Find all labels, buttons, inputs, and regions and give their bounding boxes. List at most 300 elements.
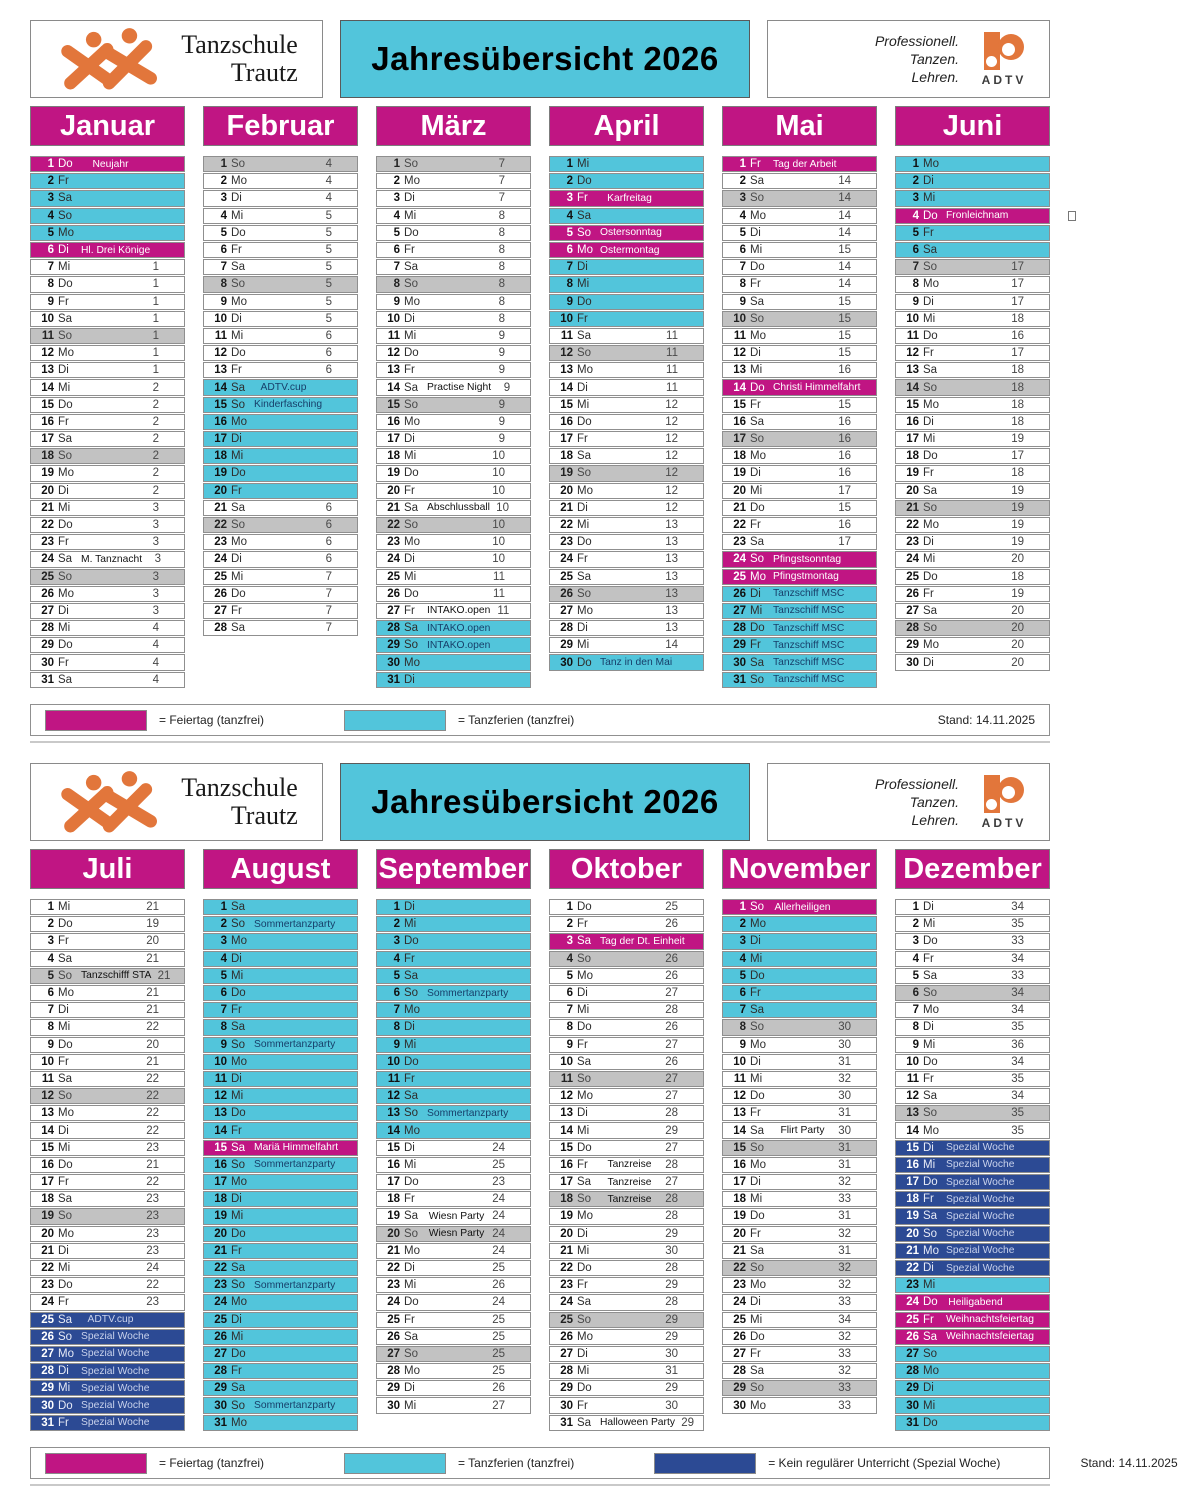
day-row <box>722 586 877 602</box>
day-number: 27 <box>906 604 919 617</box>
day-week: 15 <box>838 398 851 411</box>
school-name <box>181 31 298 87</box>
day-row <box>895 551 1050 567</box>
day-number: 17 <box>214 1176 227 1189</box>
day-number: 15 <box>560 398 573 411</box>
day-week: 6 <box>325 329 332 342</box>
day-row <box>376 637 531 653</box>
day-weekday: Mo <box>404 1365 420 1378</box>
day-weekday: Di <box>750 226 761 239</box>
day-row <box>30 1294 185 1310</box>
day-row <box>895 1174 1050 1190</box>
day-number: 29 <box>41 639 54 652</box>
day-week: 7 <box>498 192 505 205</box>
day-number: 14 <box>214 1124 227 1137</box>
day-week: 18 <box>1011 312 1024 325</box>
day-number: 11 <box>214 329 227 342</box>
day-row <box>549 1088 704 1104</box>
day-number: 2 <box>912 918 919 931</box>
day-weekday: Mi <box>404 1158 417 1171</box>
day-number: 5 <box>566 226 573 239</box>
day-number: 8 <box>566 278 573 291</box>
day-row <box>895 1397 1050 1413</box>
day-weekday: So <box>923 501 938 514</box>
day-row <box>30 1380 185 1396</box>
day-number: 1 <box>566 158 573 171</box>
day-weekday: Sa <box>58 192 73 205</box>
day-week: 23 <box>146 1296 159 1309</box>
day-row <box>203 1019 358 1035</box>
day-weekday: Fr <box>750 158 761 171</box>
day-week: 32 <box>838 1262 851 1275</box>
sheet-header <box>30 20 1050 98</box>
day-week: 8 <box>498 312 505 325</box>
day-label: Tanzschiff MSC <box>773 674 845 686</box>
day-number: 12 <box>387 347 400 360</box>
title-box <box>340 20 750 98</box>
day-row <box>376 1019 531 1035</box>
day-weekday: Sa <box>750 415 765 428</box>
day-number: 15 <box>906 398 919 411</box>
day-number: 9 <box>393 295 400 308</box>
day-weekday: So <box>58 570 73 583</box>
legend-items <box>45 710 654 731</box>
day-weekday: Di <box>923 1021 934 1034</box>
day-weekday: Di <box>923 295 934 308</box>
day-number: 21 <box>387 501 400 514</box>
day-label: Sommertanzparty <box>254 1279 336 1291</box>
day-row <box>30 225 185 241</box>
day-weekday: Do <box>923 935 938 948</box>
day-weekday: So <box>577 226 592 239</box>
day-row <box>895 1019 1050 1035</box>
day-weekday: Mi <box>750 1193 763 1206</box>
day-weekday: Mo <box>923 519 939 532</box>
day-weekday: Sa <box>231 1382 246 1395</box>
day-row <box>895 899 1050 915</box>
day-number: 29 <box>214 1382 227 1395</box>
day-weekday: Mi <box>58 1382 71 1395</box>
day-number: 10 <box>906 1055 919 1068</box>
day-label: Tanzreise <box>607 1159 652 1171</box>
day-weekday: Fr <box>404 1072 415 1085</box>
day-week: 12 <box>665 501 678 514</box>
day-number: 10 <box>41 1055 54 1068</box>
day-number: 5 <box>220 969 227 982</box>
day-row <box>203 551 358 567</box>
day-number: 31 <box>387 673 400 686</box>
day-week: 23 <box>146 1210 159 1223</box>
adtv-logo-icon <box>978 775 1030 815</box>
stand-date: Stand: 14.11.2025 <box>1080 1456 1178 1470</box>
day-row <box>549 414 704 430</box>
day-weekday: So <box>404 987 419 1000</box>
day-weekday: Fr <box>58 1055 69 1068</box>
day-row <box>549 517 704 533</box>
day-week: 31 <box>838 1107 851 1120</box>
day-week: 18 <box>1011 381 1024 394</box>
day-row <box>895 1294 1050 1310</box>
day-week: 27 <box>492 1399 505 1412</box>
day-weekday: Mi <box>923 433 936 446</box>
day-number: 30 <box>560 1399 573 1412</box>
day-row <box>722 569 877 585</box>
day-number: 6 <box>220 987 227 1000</box>
day-weekday: Mo <box>750 1038 766 1051</box>
day-weekday: Sa <box>923 604 938 617</box>
day-row <box>895 1105 1050 1121</box>
day-weekday: Di <box>750 587 761 600</box>
day-number: 31 <box>906 1416 919 1429</box>
day-row <box>895 225 1050 241</box>
day-number: 1 <box>47 901 54 914</box>
day-label: Abschlussball <box>427 502 490 514</box>
day-number: 3 <box>566 935 573 948</box>
day-weekday: Fr <box>923 587 934 600</box>
month-column-mai <box>722 156 877 689</box>
day-number: 4 <box>393 952 400 965</box>
day-week: 7 <box>498 158 505 171</box>
day-row <box>203 190 358 206</box>
legend-item <box>45 710 264 731</box>
day-row <box>30 397 185 413</box>
day-row <box>895 242 1050 258</box>
day-row <box>376 173 531 189</box>
day-row <box>895 916 1050 932</box>
day-number: 19 <box>733 467 746 480</box>
day-number: 21 <box>733 1244 746 1257</box>
day-row <box>203 225 358 241</box>
day-row <box>895 654 1050 670</box>
day-week: 30 <box>665 1347 678 1360</box>
day-row <box>203 517 358 533</box>
day-weekday: Fr <box>577 553 588 566</box>
day-number: 13 <box>41 1107 54 1120</box>
day-row <box>722 637 877 653</box>
day-week: 15 <box>838 312 851 325</box>
day-number: 27 <box>214 604 227 617</box>
day-week: 7 <box>325 587 332 600</box>
day-row <box>895 1226 1050 1242</box>
day-weekday: Fr <box>750 987 761 1000</box>
day-row <box>376 1294 531 1310</box>
day-row <box>722 534 877 550</box>
day-row <box>549 968 704 984</box>
day-weekday: Do <box>750 1330 765 1343</box>
day-weekday: Do <box>577 295 592 308</box>
day-weekday: Di <box>750 1055 761 1068</box>
day-label: Ostersonntag <box>600 227 662 239</box>
day-row <box>722 1397 877 1413</box>
day-week: 26 <box>665 1055 678 1068</box>
day-weekday: Fr <box>58 536 69 549</box>
day-weekday: Mi <box>923 312 936 325</box>
day-number: 1 <box>220 158 227 171</box>
day-row <box>203 414 358 430</box>
day-weekday: Mi <box>577 1004 590 1017</box>
day-week: 7 <box>498 175 505 188</box>
day-number: 19 <box>387 1210 400 1223</box>
day-row <box>30 968 185 984</box>
day-number: 26 <box>733 1330 746 1343</box>
day-weekday: Do <box>577 901 592 914</box>
legend-item <box>344 710 574 731</box>
day-weekday: Fr <box>231 1004 242 1017</box>
day-row <box>376 242 531 258</box>
day-week: 13 <box>665 604 678 617</box>
day-row <box>549 1157 704 1173</box>
day-week: 15 <box>838 329 851 342</box>
day-number: 15 <box>906 1141 919 1154</box>
day-number: 23 <box>41 1279 54 1292</box>
day-number: 13 <box>387 364 400 377</box>
day-number: 2 <box>220 918 227 931</box>
day-weekday: Do <box>577 1382 592 1395</box>
adtv-logo-text: ADTV <box>981 72 1027 87</box>
day-weekday: So <box>577 1072 592 1085</box>
day-number: 24 <box>214 553 227 566</box>
day-number: 5 <box>912 226 919 239</box>
day-number: 4 <box>47 952 54 965</box>
day-row <box>203 500 358 516</box>
day-row <box>30 190 185 206</box>
day-row <box>203 1397 358 1413</box>
day-label: Sommertanzparty <box>254 1400 336 1412</box>
day-label: Tanzschiff MSC <box>773 657 845 669</box>
day-row <box>895 483 1050 499</box>
day-row <box>203 1157 358 1173</box>
day-row <box>203 362 358 378</box>
day-number: 15 <box>214 398 227 411</box>
sheet-header <box>30 763 1050 841</box>
day-number: 29 <box>560 1382 573 1395</box>
day-weekday: Fr <box>750 1347 761 1360</box>
day-weekday: Di <box>404 1382 415 1395</box>
day-week: 35 <box>1011 1072 1024 1085</box>
day-weekday: So <box>923 987 938 1000</box>
day-label: Flirt Party <box>780 1125 825 1137</box>
day-week: 26 <box>492 1382 505 1395</box>
day-number: 4 <box>566 209 573 222</box>
day-number: 16 <box>387 1158 400 1171</box>
day-weekday: Do <box>750 261 765 274</box>
day-week: 28 <box>665 1193 678 1206</box>
day-weekday: Mo <box>58 347 74 360</box>
day-weekday: Mi <box>404 329 417 342</box>
day-week: 3 <box>152 604 159 617</box>
day-week: 11 <box>497 604 510 617</box>
day-row <box>203 1054 358 1070</box>
day-row <box>549 1415 704 1431</box>
day-row <box>203 259 358 275</box>
day-row <box>376 1329 531 1345</box>
day-row <box>895 328 1050 344</box>
day-number: 17 <box>387 433 400 446</box>
day-week: 5 <box>325 312 332 325</box>
day-label: Fronleichnam <box>946 210 1009 222</box>
day-row <box>895 569 1050 585</box>
day-weekday: Fr <box>231 1124 242 1137</box>
day-number: 14 <box>733 1124 746 1137</box>
day-label: Wiesn Party <box>428 1210 485 1222</box>
day-row <box>549 1105 704 1121</box>
day-week: 6 <box>325 536 332 549</box>
day-label: Sommertanzparty <box>427 987 509 999</box>
day-row <box>549 637 704 653</box>
day-row <box>722 225 877 241</box>
tagline-line1: Professionell. <box>874 775 959 792</box>
day-row <box>30 1037 185 1053</box>
day-row <box>203 586 358 602</box>
day-number: 14 <box>733 381 746 394</box>
day-weekday: Fr <box>404 1193 415 1206</box>
day-number: 24 <box>387 553 400 566</box>
day-weekday: Mi <box>923 1158 936 1171</box>
day-number: 22 <box>41 519 54 532</box>
day-number: 19 <box>41 467 54 480</box>
day-row <box>549 654 704 670</box>
legend-items <box>45 1453 1080 1474</box>
day-row <box>895 311 1050 327</box>
day-number: 10 <box>214 312 227 325</box>
month-column-oktober <box>549 899 704 1432</box>
month-headers <box>30 849 1050 889</box>
day-row <box>376 968 531 984</box>
day-number: 12 <box>41 1090 54 1103</box>
day-weekday: So <box>750 312 765 325</box>
day-week: 36 <box>1011 1038 1024 1051</box>
day-week: 15 <box>838 347 851 360</box>
day-week: 1 <box>152 295 159 308</box>
day-weekday: Mo <box>750 1399 766 1412</box>
calendar-sheet-bottom <box>30 743 1178 1486</box>
day-row <box>895 431 1050 447</box>
day-number: 2 <box>739 918 746 931</box>
day-number: 5 <box>912 969 919 982</box>
day-row <box>203 311 358 327</box>
day-week: 13 <box>665 622 678 635</box>
day-row <box>30 1346 185 1362</box>
day-weekday: Mi <box>58 901 71 914</box>
day-weekday: Di <box>404 1141 415 1154</box>
day-week: 31 <box>838 1055 851 1068</box>
day-number: 17 <box>41 433 54 446</box>
day-row <box>30 259 185 275</box>
day-weekday: So <box>404 278 419 291</box>
day-weekday: So <box>750 553 765 566</box>
day-week: 5 <box>325 244 332 257</box>
day-weekday: So <box>231 1158 246 1171</box>
day-row <box>376 1088 531 1104</box>
day-label: Spezial Woche <box>81 1382 150 1394</box>
day-week: 31 <box>838 1210 851 1223</box>
day-weekday: Sa <box>231 381 246 394</box>
day-row <box>549 276 704 292</box>
day-number: 29 <box>906 639 919 652</box>
day-number: 10 <box>41 312 54 325</box>
day-number: 26 <box>387 587 400 600</box>
day-number: 2 <box>47 918 54 931</box>
day-weekday: Mo <box>577 364 593 377</box>
day-weekday: Mi <box>577 278 590 291</box>
day-row <box>203 899 358 915</box>
day-weekday: Mi <box>404 1399 417 1412</box>
day-weekday: Mi <box>923 1399 936 1412</box>
day-weekday: Mo <box>58 467 74 480</box>
day-row <box>203 1294 358 1310</box>
day-week: 21 <box>146 952 159 965</box>
day-week: 27 <box>665 987 678 1000</box>
day-week: 33 <box>838 1399 851 1412</box>
day-weekday: So <box>577 1313 592 1326</box>
day-number: 1 <box>912 901 919 914</box>
day-week: 1 <box>152 261 159 274</box>
day-week: 27 <box>665 1072 678 1085</box>
day-week: 12 <box>665 415 678 428</box>
day-weekday: Mi <box>750 364 763 377</box>
day-weekday: Do <box>231 987 246 1000</box>
day-number: 21 <box>560 501 573 514</box>
day-row <box>549 225 704 241</box>
day-weekday: Mo <box>404 415 420 428</box>
day-row <box>895 1071 1050 1087</box>
day-number: 19 <box>906 1210 919 1223</box>
day-row <box>30 1277 185 1293</box>
day-row <box>203 431 358 447</box>
day-row <box>376 1037 531 1053</box>
day-weekday: Mo <box>923 1365 939 1378</box>
day-number: 16 <box>906 1158 919 1171</box>
day-number: 7 <box>739 261 746 274</box>
month-headers <box>30 106 1050 146</box>
day-row <box>722 1191 877 1207</box>
day-row <box>549 1071 704 1087</box>
day-number: 23 <box>41 536 54 549</box>
day-weekday: Di <box>404 553 415 566</box>
day-weekday: Do <box>404 935 419 948</box>
day-number: 8 <box>566 1021 573 1034</box>
day-weekday: Fr <box>577 192 588 205</box>
day-row <box>376 156 531 172</box>
day-week: 34 <box>1011 1090 1024 1103</box>
day-number: 23 <box>906 1279 919 1292</box>
day-row <box>895 933 1050 949</box>
day-number: 9 <box>912 295 919 308</box>
day-row <box>895 276 1050 292</box>
day-week: 19 <box>1011 519 1024 532</box>
day-week: 9 <box>498 398 505 411</box>
day-week: 25 <box>492 1365 505 1378</box>
day-number: 9 <box>393 1038 400 1051</box>
day-weekday: Sa <box>404 261 419 274</box>
day-row <box>30 242 185 258</box>
day-row <box>203 208 358 224</box>
day-weekday: Do <box>58 1399 73 1412</box>
day-number: 7 <box>912 1004 919 1017</box>
day-number: 1 <box>47 158 54 171</box>
day-number: 10 <box>733 1055 746 1068</box>
day-weekday: Fr <box>231 604 242 617</box>
day-weekday: Mo <box>577 969 593 982</box>
day-week: 1 <box>152 312 159 325</box>
school-logo <box>30 763 323 841</box>
day-number: 29 <box>906 1382 919 1395</box>
day-weekday: Do <box>404 467 419 480</box>
day-row <box>203 294 358 310</box>
day-weekday: Di <box>404 1021 415 1034</box>
day-weekday: Di <box>577 501 588 514</box>
day-week: 25 <box>665 901 678 914</box>
